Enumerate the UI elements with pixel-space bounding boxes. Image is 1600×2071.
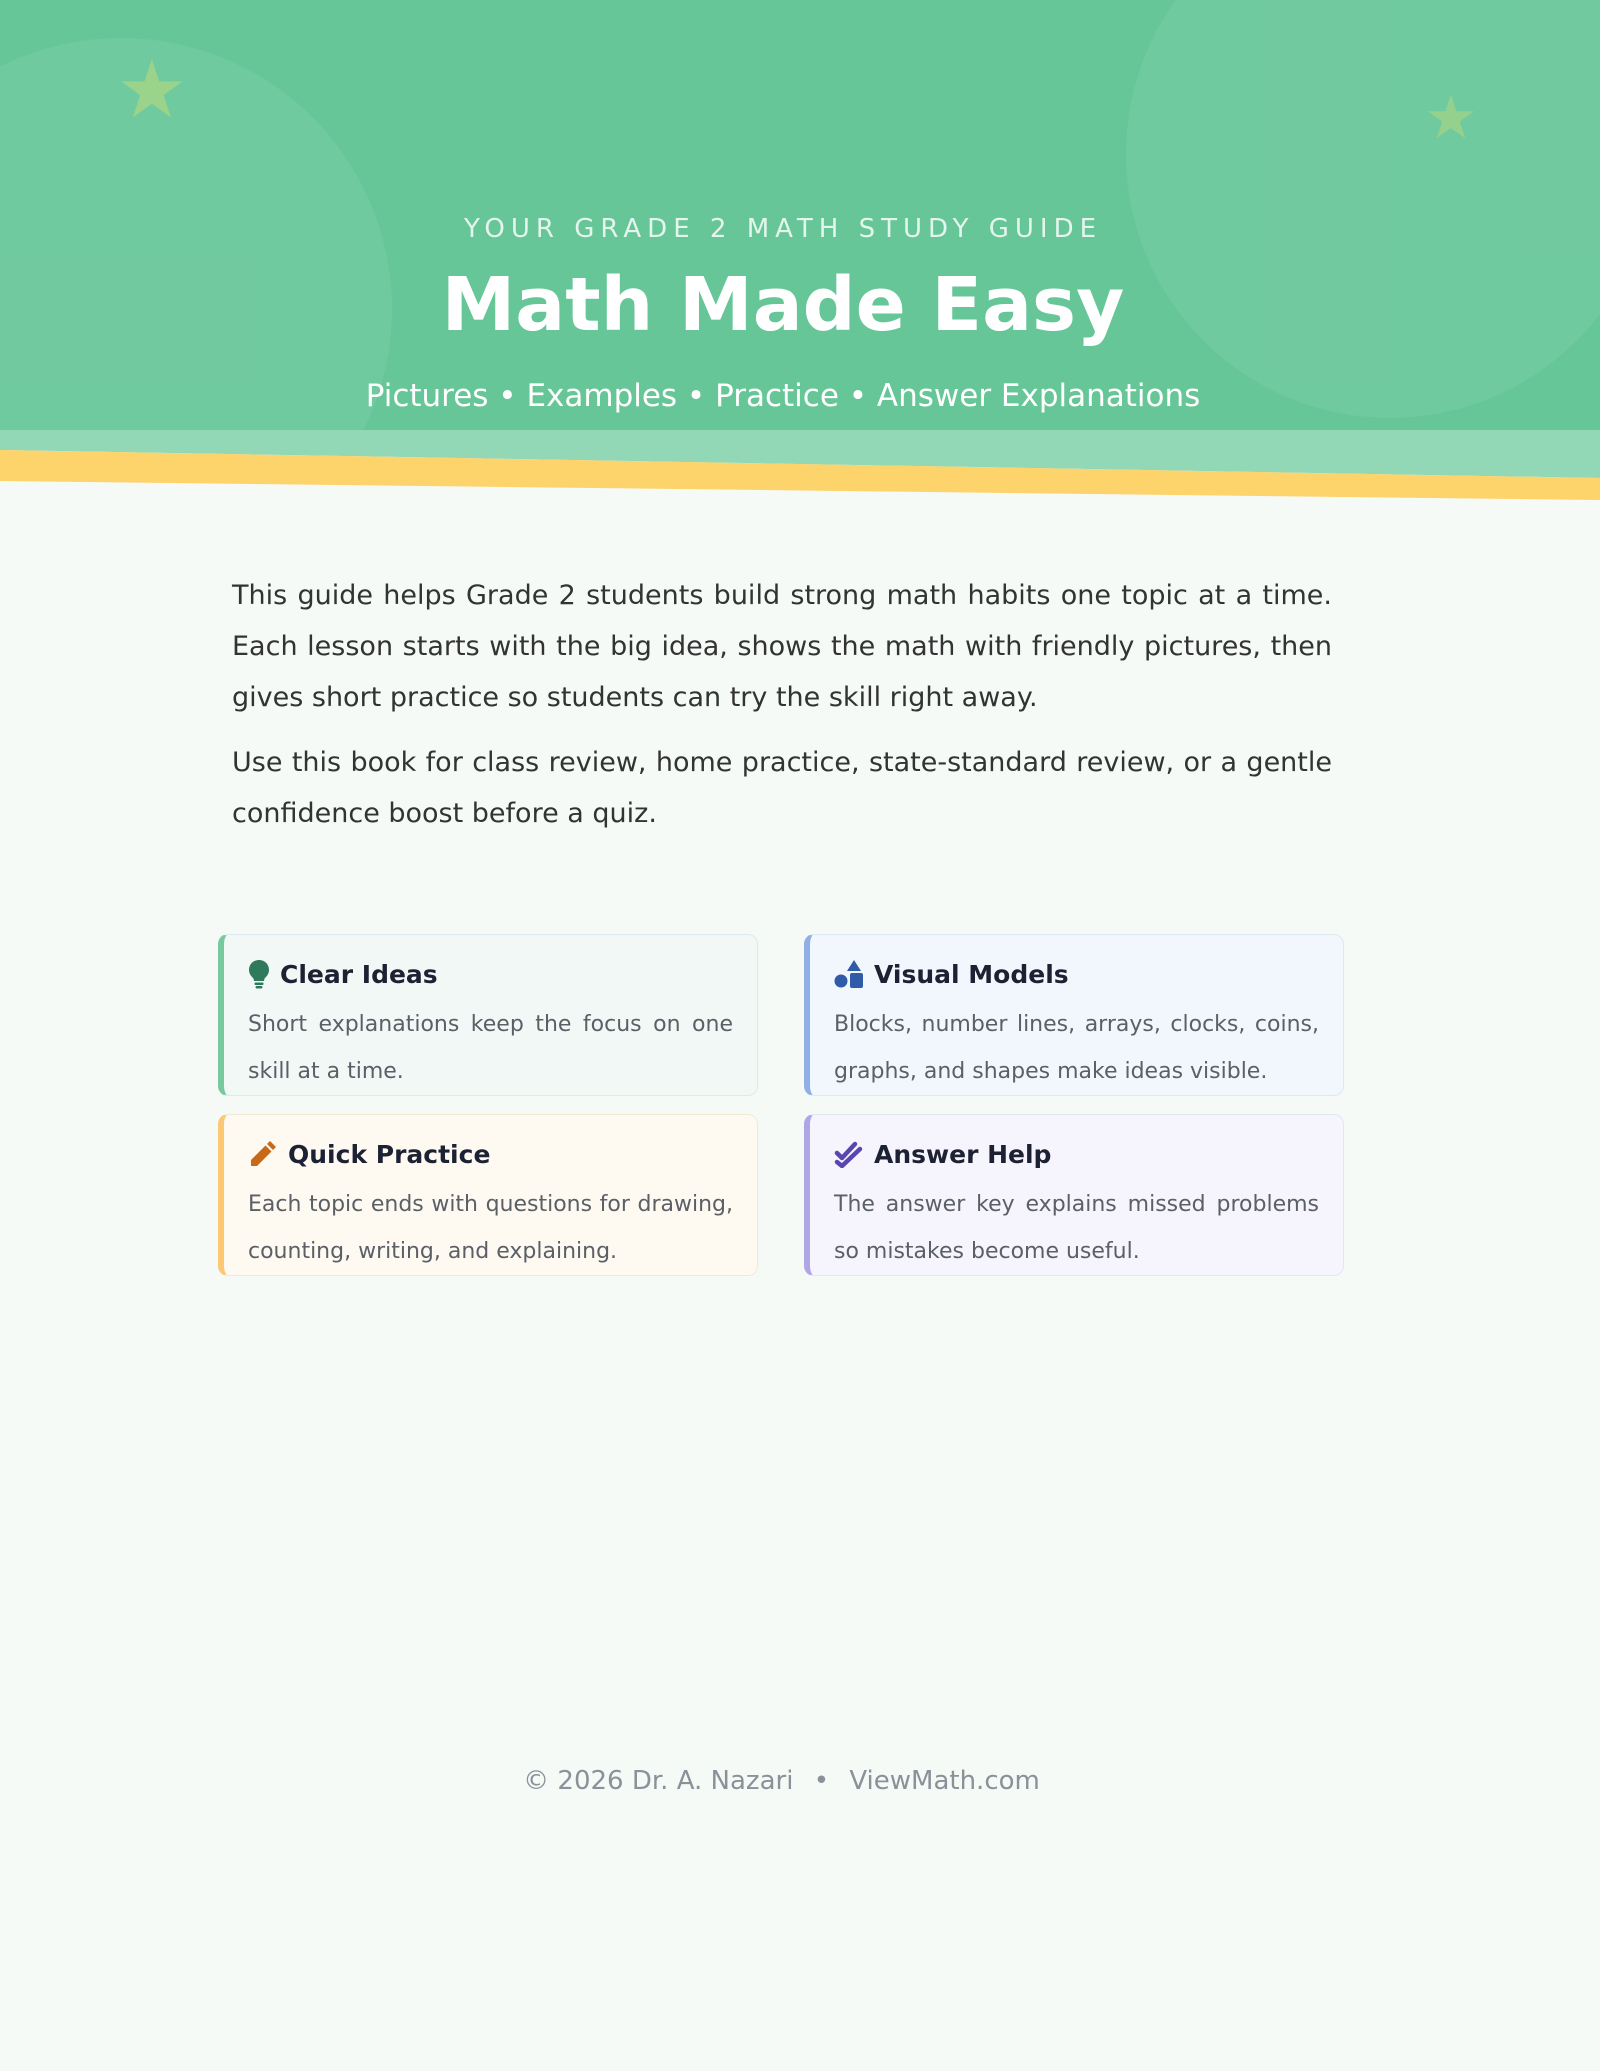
card-description: The answer key explains missed problems so mistakes become useful. [834, 1192, 1319, 1264]
shapes-icon [834, 959, 864, 989]
card-description: Short explanations keep the focus on one skill at a time. [248, 1012, 733, 1084]
star-icon: ★ [116, 43, 188, 136]
intro-text [232, 570, 1332, 853]
footer-separator: • [813, 1766, 830, 1796]
pencil-icon [248, 1139, 278, 1169]
feature-card-quick-practice [218, 1114, 758, 1276]
card-title: Quick Practice [288, 1139, 491, 1169]
hero-subtitle: Pictures • Examples • Practice • Answer Explanations [365, 378, 1201, 414]
card-description: Each topic ends with questions for drawing, counting, writing, and explaining. [248, 1192, 733, 1264]
hero-kicker: YOUR GRADE 2 MATH STUDY GUIDE [463, 214, 1103, 244]
double-check-icon [834, 1140, 864, 1168]
card-title: Clear Ideas [280, 959, 438, 989]
card-title: Answer Help [874, 1139, 1052, 1169]
star-icon: ★ [1424, 83, 1478, 153]
page-title: Math Made Easy [441, 262, 1125, 348]
site-link[interactable]: ViewMath.com [849, 1766, 1040, 1796]
decorative-circle-right [1126, 0, 1600, 418]
feature-card-answer-help [804, 1114, 1344, 1276]
copyright-text: © 2026 Dr. A. Nazari [523, 1766, 794, 1796]
intro-paragraph-1: This guide helps Grade 2 students build strong math habits one topic at a time. Each lesson starts with the big idea, shows the math with friendly pictures, then gives short practice so students can try the skill right away. [232, 580, 1332, 713]
lightbulb-icon [248, 959, 270, 989]
hero-banner [0, 0, 1600, 430]
feature-card-visual-models [804, 934, 1344, 1096]
footer [0, 1766, 1563, 1796]
feature-card-clear-ideas [218, 934, 758, 1096]
card-title: Visual Models [874, 959, 1069, 989]
intro-paragraph-2: Use this book for class review, home practice, state-standard review, or a gentle confidence boost before a quiz. [232, 747, 1332, 829]
card-description: Blocks, number lines, arrays, clocks, coins, graphs, and shapes make ideas visible. [834, 1012, 1319, 1084]
